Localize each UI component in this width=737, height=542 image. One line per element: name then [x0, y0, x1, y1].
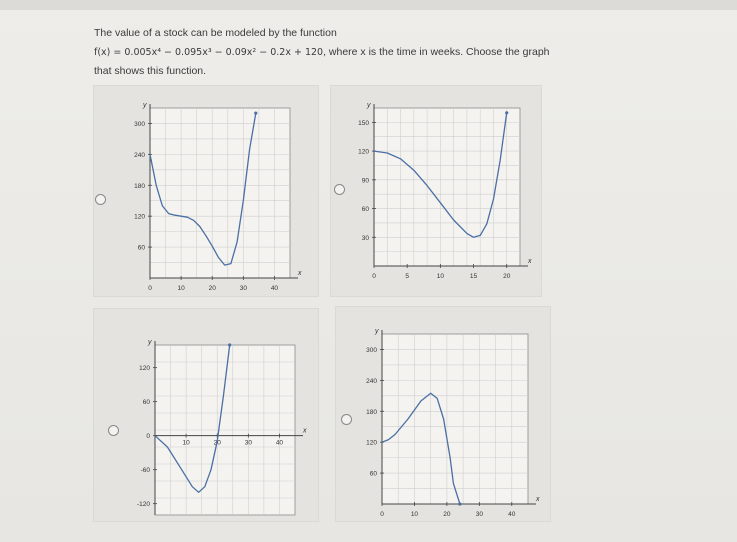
- option-d-curve-end: [458, 502, 461, 505]
- question-line-3: that shows this function.: [94, 65, 207, 77]
- option-b-curve-end: [505, 111, 508, 114]
- top-bar: [0, 0, 737, 10]
- option-a-y-axis-label: y: [143, 102, 147, 109]
- option-a-x-tick-label: 40: [270, 285, 279, 292]
- option-a-curve-end: [254, 112, 257, 115]
- option-c-y-tick-label: 120: [139, 365, 150, 373]
- option-d-graph: [352, 328, 542, 518]
- function-expression: f(x) = 0.005x⁴ − 0.095x³ − 0.09x² − 0.2x + 120: [94, 47, 324, 58]
- option-d-x-tick-label: 10: [410, 511, 419, 518]
- option-b-y-tick-label: 60: [361, 206, 369, 214]
- option-a-y-tick-label: 120: [134, 213, 145, 221]
- option-d-x-axis-label: x: [536, 496, 540, 503]
- option-d-radio[interactable]: [341, 414, 352, 425]
- option-a-x-tick-label: 20: [208, 285, 216, 292]
- option-d-x-tick-label: 20: [443, 511, 451, 518]
- option-d-x-tick-label: 0: [380, 511, 384, 518]
- question-text: [94, 24, 714, 81]
- option-d-y-tick-label: 180: [366, 408, 377, 416]
- option-c-y-tick-label: 60: [142, 399, 150, 407]
- option-a-graph: [112, 100, 312, 295]
- option-d-plot-area: [382, 334, 528, 504]
- option-c-x-tick-label: 20: [213, 439, 221, 447]
- option-a-x-axis-label: x: [298, 270, 302, 277]
- option-a-radio[interactable]: [95, 194, 106, 205]
- option-b-plot-area: [374, 108, 520, 266]
- option-a-x-tick-label: 10: [177, 285, 185, 292]
- option-c-y-tick-label: -60: [140, 467, 150, 475]
- option-c-y-tick-label: 0: [146, 433, 150, 441]
- option-d-x-tick-label: 40: [508, 511, 516, 518]
- option-a-y-tick-label: 180: [134, 182, 145, 190]
- option-d-y-tick-label: 300: [366, 346, 377, 354]
- option-a-plot-area: [150, 108, 290, 278]
- question-line-1: The value of a stock can be modeled by the function: [94, 27, 337, 39]
- option-c-x-tick-label: 30: [244, 439, 252, 447]
- option-b-x-tick-label: 20: [503, 273, 511, 280]
- option-d-y-tick-label: 60: [369, 470, 377, 478]
- option-c-x-axis-label: x: [303, 427, 307, 435]
- option-c-x-tick-label: 40: [275, 439, 284, 447]
- option-c-curve-end: [228, 343, 231, 346]
- option-c-graph: [117, 335, 307, 520]
- option-a-y-tick-label: 240: [134, 151, 145, 159]
- option-a-y-tick-label: 60: [137, 244, 145, 252]
- option-b-x-axis-label: x: [528, 258, 532, 265]
- option-b-x-tick-label: 5: [405, 273, 409, 280]
- option-b-y-tick-label: 90: [361, 177, 369, 185]
- option-d-x-tick-label: 30: [475, 511, 483, 518]
- question-line-2-suffix: , where x is the time in weeks. Choose the graph: [323, 46, 550, 58]
- option-b-y-tick-label: 150: [358, 119, 369, 127]
- option-b-x-tick-label: 0: [372, 273, 376, 280]
- option-c-y-tick-label: -120: [136, 501, 150, 509]
- option-c-x-tick-label: 10: [182, 439, 190, 447]
- option-d-y-tick-label: 240: [366, 377, 377, 385]
- option-b-radio[interactable]: [334, 184, 345, 195]
- option-c-y-axis-label: y: [148, 339, 152, 346]
- option-b-graph: [350, 100, 538, 290]
- option-a-y-tick-label: 300: [134, 120, 145, 128]
- option-b-y-tick-label: 120: [358, 148, 369, 156]
- option-d-y-axis-label: y: [375, 328, 379, 335]
- question-line-2: [94, 43, 714, 62]
- option-b-y-axis-label: y: [367, 102, 371, 109]
- option-a-x-tick-label: 30: [239, 285, 247, 292]
- option-b-x-tick-label: 10: [436, 273, 444, 280]
- option-b-y-tick-label: 30: [361, 234, 369, 242]
- option-b-x-tick-label: 15: [469, 273, 478, 280]
- option-d-y-tick-label: 120: [366, 439, 377, 447]
- option-a-x-tick-label: 0: [148, 285, 152, 292]
